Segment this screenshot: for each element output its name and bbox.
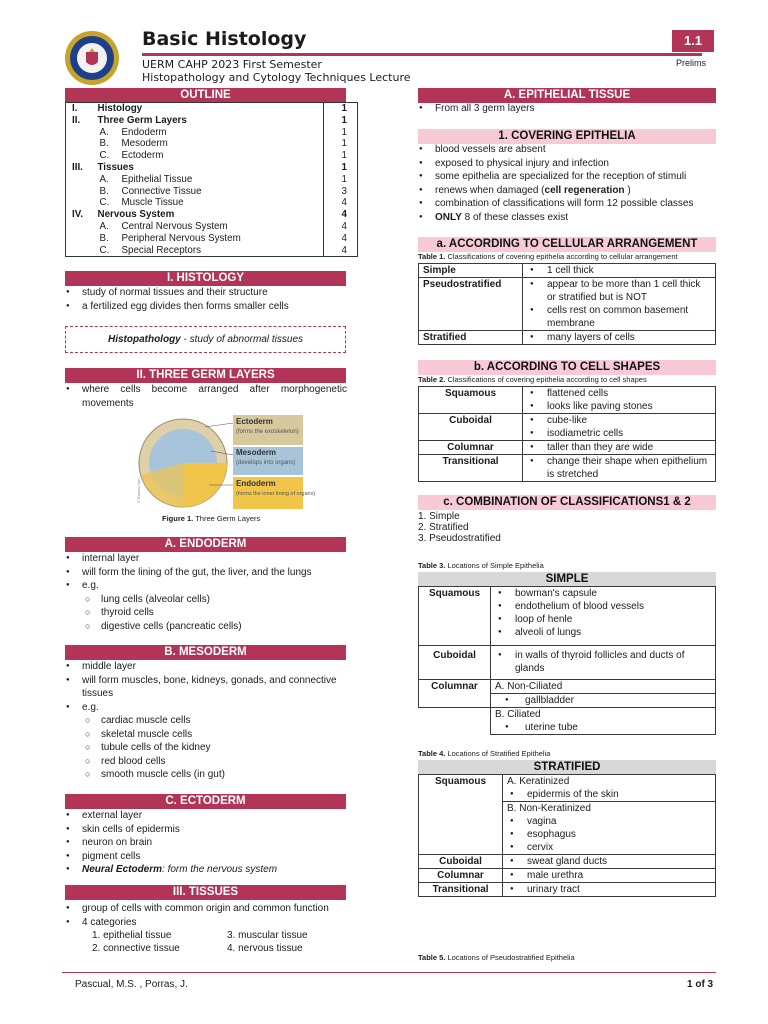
- list-item: ● group of cells with common origin and common function: [65, 902, 365, 916]
- header-rule: [142, 53, 702, 56]
- endoderm-heading: A. ENDODERM: [65, 537, 346, 552]
- list-subitem: ○ thyroid cells: [65, 606, 355, 620]
- outline-row: [66, 186, 358, 198]
- outline-number: [66, 174, 98, 186]
- table-row: Cuboidal ● sweat gland ducts: [419, 855, 716, 869]
- list-item: ● neuron on brain: [65, 836, 355, 850]
- category-item: 1. epithelial tissue: [92, 930, 172, 941]
- outline-title: C. Muscle Tissue: [99, 197, 184, 209]
- list-subitem: ○ digestive cells (pancreatic cells): [65, 620, 355, 634]
- outline-page: 4: [324, 197, 358, 209]
- outline-number: [66, 127, 98, 139]
- outline-row: [66, 150, 358, 162]
- endoderm-label: Endoderm: [236, 479, 276, 488]
- shapes-heading: b. ACCORDING TO CELL SHAPES: [418, 360, 716, 375]
- outline-number: I.: [72, 103, 78, 114]
- table-row: B. Ciliated ● uterine tube: [419, 708, 716, 735]
- endoderm-note: (forms the inner lining of organs): [236, 491, 316, 497]
- table-row: Cuboidal ● in walls of thyroid follicles and ducts of glands: [419, 646, 716, 680]
- outline-title: Three Germ Layers: [97, 114, 187, 126]
- ectoderm-list: [65, 809, 355, 877]
- list-item: ● some epithelia are specialized for the reception of stimuli: [418, 170, 723, 184]
- list-item: 1. Simple: [418, 511, 460, 522]
- list-subitem: ○ smooth muscle cells (in gut): [65, 768, 355, 782]
- table-row: Columnar ● male urethra: [419, 869, 716, 883]
- outline-page: 1: [324, 162, 358, 174]
- outline-page: 4: [324, 221, 358, 233]
- table-simple: [418, 586, 716, 735]
- outline-number: [66, 150, 98, 162]
- table1-caption: Table 1. Classifications of covering epithelia according to cellular arrangement: [418, 252, 678, 261]
- outline-row: [66, 127, 358, 139]
- mesoderm-list: [65, 660, 355, 782]
- outline-row: [66, 245, 358, 257]
- list-item: ● e.g.: [65, 701, 355, 715]
- table-row: Squamous ● bowman's capsule ● endothelium of blood vessels ● loop of henle ● alveoli of lungs: [419, 587, 716, 646]
- outline-number: II.: [72, 114, 81, 126]
- outline-title: A. Central Nervous System: [99, 220, 228, 232]
- outline-number: IV.: [72, 209, 84, 221]
- outline-row: [66, 209, 358, 221]
- covering-heading: 1. COVERING EPITHELIA: [418, 129, 716, 144]
- university-seal-icon: [64, 30, 120, 86]
- table-row: Transitional ● change their shape when epithelium is stretched: [419, 455, 716, 482]
- list-item: ● From all 3 germ layers: [418, 102, 718, 116]
- outline-page: 1: [324, 150, 358, 162]
- outline-title: B. Mesoderm: [99, 138, 168, 150]
- list-item: ● exposed to physical injury and infection: [418, 157, 723, 171]
- outline-page: 1: [324, 127, 358, 139]
- table-shapes: [418, 386, 716, 482]
- figure-watermark: © Basics.com: [136, 478, 141, 503]
- list-item: 3. Pseudostratified: [418, 533, 501, 544]
- page-number: 1 of 3: [687, 979, 714, 990]
- list-item: ● will form the lining of the gut, the liver, and the lungs: [65, 566, 355, 580]
- outline-row: [66, 162, 358, 174]
- category-item: 3. muscular tissue: [227, 930, 308, 941]
- table5-caption: Table 5. Locations of Pseudostratified Epithelia: [418, 953, 575, 962]
- outline-page: 1: [324, 103, 358, 115]
- mesoderm-label: Mesoderm: [236, 448, 277, 457]
- outline-row: [66, 233, 358, 245]
- page-title: Basic Histology: [142, 28, 307, 50]
- combination-heading: c. COMBINATION OF CLASSIFICATIONS1 & 2: [418, 495, 716, 510]
- simple-heading: SIMPLE: [418, 572, 716, 586]
- list-item: ● middle layer: [65, 660, 355, 674]
- table-row: Columnar ● taller than they are wide: [419, 441, 716, 455]
- table2-caption: Table 2. Classifications of covering epithelia according to cell shapes: [418, 375, 647, 384]
- outline-page: 1: [324, 174, 358, 186]
- mesoderm-heading: B. MESODERM: [65, 645, 346, 660]
- table-row: Columnar A. Non-Ciliated: [419, 680, 716, 694]
- arrangement-heading: a. ACCORDING TO CELLULAR ARRANGEMENT: [418, 237, 716, 252]
- histology-list: [65, 286, 355, 313]
- lecture-line: Histopathology and Cytology Techniques Lecture: [142, 71, 411, 84]
- list-item: ● internal layer: [65, 552, 355, 566]
- chapter-badge: 1.1: [672, 30, 714, 52]
- figure-caption: Figure 1. Three Germ Layers: [162, 514, 261, 523]
- term-label: Prelims: [676, 58, 707, 68]
- outline-page: 1: [324, 138, 358, 150]
- germ-list: [65, 383, 347, 410]
- category-item: 4. nervous tissue: [227, 943, 303, 954]
- list-item: ● e.g.: [65, 579, 355, 593]
- ectoderm-heading: C. ECTODERM: [65, 794, 346, 809]
- outline-title: Nervous System: [97, 209, 175, 221]
- epithelial-heading: A. EPITHELIAL TISSUE: [418, 88, 716, 103]
- outline-title: B. Connective Tissue: [99, 185, 202, 197]
- outline-page: 4: [324, 233, 358, 245]
- outline-page: 1: [324, 115, 358, 127]
- endoderm-list: [65, 552, 355, 633]
- list-item: ● renews when damaged (cell regeneration ): [418, 184, 723, 198]
- germ-heading: II. THREE GERM LAYERS: [65, 368, 346, 383]
- footer-authors: Pascual, M.S. , Porras, J.: [75, 979, 188, 990]
- germ-layers-figure: [135, 413, 316, 511]
- combination-list: [418, 511, 501, 544]
- covering-list: [418, 143, 723, 224]
- list-item: ● will form muscles, bone, kidneys, gonads, and connective tissues: [65, 674, 355, 701]
- list-item: ● skin cells of epidermis: [65, 823, 355, 837]
- category-col-2: [227, 929, 308, 955]
- table4-caption: Table 4. Locations of Stratified Epithelia: [418, 749, 551, 758]
- mesoderm-note: (develops into organs): [236, 460, 296, 466]
- list-item: ● external layer: [65, 809, 355, 823]
- outline-title: C. Ectoderm: [99, 150, 164, 162]
- list-item: ● where cells become arranged after morphogenetic movements: [65, 383, 347, 410]
- table-row: Squamous A. Keratinized ● epidermis of the skin: [419, 775, 716, 802]
- list-item: ● ONLY 8 of these classes exist: [418, 211, 723, 225]
- course-line: UERM CAHP 2023 First Semester: [142, 58, 322, 71]
- ectoderm-note: (forms the exoskeleton): [236, 429, 299, 435]
- tissues-heading: III. TISSUES: [65, 885, 346, 900]
- outline-number: III.: [72, 161, 83, 173]
- outline-page: 4: [324, 209, 358, 221]
- outline-row: [66, 103, 358, 115]
- list-subitem: ○ lung cells (alveolar cells): [65, 593, 355, 607]
- outline-title: Tissues: [97, 161, 134, 173]
- outline-row: [66, 174, 358, 186]
- note-box: [65, 326, 346, 353]
- outline-title: A. Endoderm: [99, 126, 167, 138]
- outline-number: [66, 233, 98, 245]
- list-item: 2. Stratified: [418, 522, 469, 533]
- list-subitem: ○ red blood cells: [65, 755, 355, 769]
- list-subitem: ○ tubule cells of the kidney: [65, 741, 355, 755]
- outline-row: [66, 197, 358, 209]
- list-item: ● study of normal tissues and their structure: [65, 286, 355, 300]
- outline-number: [66, 245, 98, 257]
- epithelial-list: [418, 102, 718, 116]
- note-text: - study of abnormal tissues: [180, 334, 304, 345]
- list-subitem: ○ cardiac muscle cells: [65, 714, 355, 728]
- list-item: ● Neural Ectoderm: form the nervous system: [65, 863, 355, 877]
- stratified-heading: STRATIFIED: [418, 760, 716, 774]
- table-row: B. Non-Keratinized ● vagina ● esophagus ● cervix: [419, 802, 716, 855]
- outline-number: [66, 138, 98, 150]
- list-subitem: ○ skeletal muscle cells: [65, 728, 355, 742]
- outline-number: [66, 186, 98, 198]
- outline-title: B. Peripheral Nervous System: [99, 232, 241, 244]
- table-row: Squamous ● flattened cells ● looks like paving stones: [419, 387, 716, 414]
- table-row: Stratified ● many layers of cells: [419, 331, 716, 345]
- table-row: Simple ● 1 cell thick: [419, 264, 716, 278]
- category-col-1: [92, 929, 180, 955]
- table3-caption: Table 3. Locations of Simple Epithelia: [418, 561, 544, 570]
- table-stratified: [418, 774, 716, 897]
- ectoderm-label: Ectoderm: [236, 417, 273, 426]
- list-item: ● blood vessels are absent: [418, 143, 723, 157]
- outline-title: Histology: [97, 103, 143, 114]
- tissues-list: [65, 902, 365, 929]
- outline-number: [66, 221, 98, 233]
- outline-page: 4: [324, 245, 358, 257]
- category-item: 2. connective tissue: [92, 943, 180, 954]
- outline-number: [66, 197, 98, 209]
- outline-heading: OUTLINE: [65, 88, 346, 103]
- outline-row: [66, 115, 358, 127]
- outline-row: [66, 138, 358, 150]
- list-item: ● combination of classifications will form 12 possible classes: [418, 197, 723, 211]
- table-row: ● gallbladder: [419, 694, 716, 708]
- table-row: Transitional ● urinary tract: [419, 883, 716, 897]
- table-row: Pseudostratified ● appear to be more than 1 cell thick or stratified but is NOT ● cells rest on common basement membrane: [419, 278, 716, 331]
- outline-title: A. Epithelial Tissue: [99, 173, 193, 185]
- table-arrangement: [418, 263, 716, 345]
- note-term: Histopathology: [107, 334, 181, 345]
- outline-page: 3: [324, 186, 358, 198]
- list-item: ● 4 categories: [65, 916, 365, 930]
- footer-rule: [62, 972, 716, 973]
- outline-title: C. Special Receptors: [99, 244, 202, 256]
- table-row: Cuboidal ● cube-like ● isodiametric cells: [419, 414, 716, 441]
- outline-row: [66, 221, 358, 233]
- histology-heading: I. HISTOLOGY: [65, 271, 346, 286]
- list-item: ● pigment cells: [65, 850, 355, 864]
- list-item: ● a fertilized egg divides then forms smaller cells: [65, 300, 355, 314]
- outline-table: [65, 102, 358, 257]
